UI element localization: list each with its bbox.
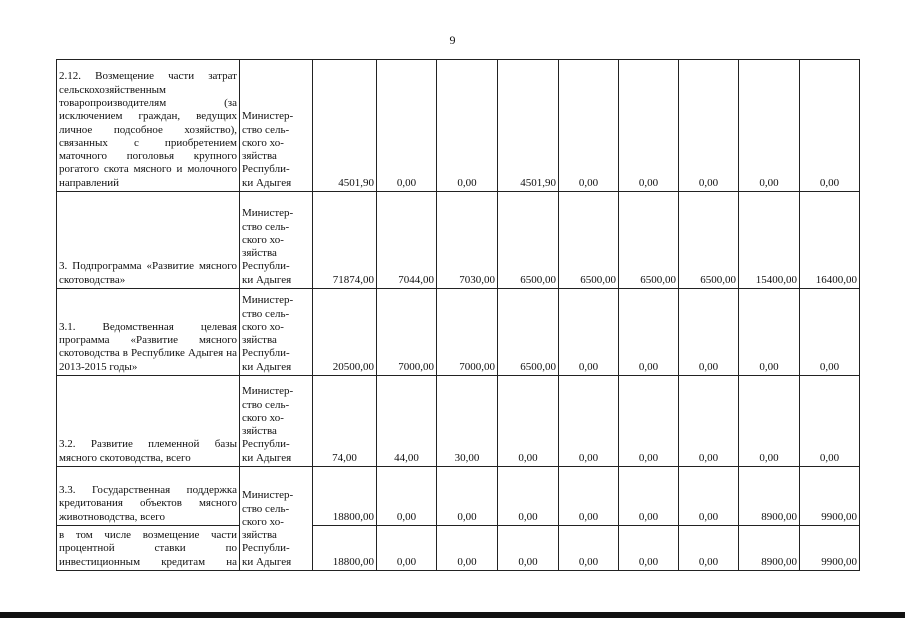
- row-description: в том числе возмещение части процентной ставки по инвестиционным кредитам на: [57, 526, 240, 571]
- budget-table: [56, 59, 860, 571]
- responsible-executor: Министер- ство сель- ского хо- зяйства Республи- ки Адыгея: [240, 467, 313, 571]
- value-year: 6500,00: [559, 192, 619, 289]
- value-year: 16400,00: [800, 192, 860, 289]
- value-year: 15400,00: [739, 192, 800, 289]
- table-row: [57, 376, 860, 467]
- value-year: 0,00: [679, 60, 739, 192]
- value-year: 8900,00: [739, 467, 800, 526]
- value-year: 7044,00: [377, 192, 437, 289]
- value-year: 0,00: [679, 467, 739, 526]
- value-year: 0,00: [800, 60, 860, 192]
- value-year: 0,00: [377, 467, 437, 526]
- value-year: 9900,00: [800, 467, 860, 526]
- value-year: 7030,00: [437, 192, 498, 289]
- value-year: 0,00: [437, 60, 498, 192]
- value-year: 0,00: [619, 289, 679, 376]
- value-total: 74,00: [313, 376, 377, 467]
- table-row: [57, 192, 860, 289]
- value-year: 6500,00: [619, 192, 679, 289]
- responsible-executor: Министер- ство сель- ского хо- зяйства Республи- ки Адыгея: [240, 60, 313, 192]
- value-year: 6500,00: [498, 289, 559, 376]
- row-description: 3.2. Развитие племенной базы мясного скотоводства, всего: [57, 376, 240, 467]
- value-year: 0,00: [619, 60, 679, 192]
- row-description: 3.1. Ведомственная целевая программа «Развитие мясного скотоводства в Республике Адыгея на 2013-2015 годы»: [57, 289, 240, 376]
- value-year: 0,00: [619, 526, 679, 571]
- value-total: 18800,00: [313, 467, 377, 526]
- value-year: 9900,00: [800, 526, 860, 571]
- value-year: 0,00: [739, 376, 800, 467]
- value-year: 0,00: [739, 289, 800, 376]
- value-year: 0,00: [559, 526, 619, 571]
- value-year: 0,00: [559, 289, 619, 376]
- value-year: 0,00: [559, 376, 619, 467]
- value-year: 0,00: [498, 376, 559, 467]
- responsible-executor: Министер- ство сель- ского хо- зяйства Республи- ки Адыгея: [240, 289, 313, 376]
- value-year: 0,00: [800, 289, 860, 376]
- value-year: 0,00: [377, 526, 437, 571]
- value-year: 0,00: [679, 526, 739, 571]
- value-year: 0,00: [498, 526, 559, 571]
- value-year: 44,00: [377, 376, 437, 467]
- responsible-executor: Министер- ство сель- ского хо- зяйства Республи- ки Адыгея: [240, 192, 313, 289]
- value-year: 7000,00: [377, 289, 437, 376]
- row-description: 3. Подпрограмма «Развитие мясного скотоводства»: [57, 192, 240, 289]
- row-description: 2.12. Возмещение части затрат сельскохозяйственным товаропроизводителям (за исключением граждан, ведущих личное подсобное хозяйство), связанных с приобретением маточного поголовья крупного рогатого скота мясного и молочного направлений: [57, 60, 240, 192]
- value-year: 30,00: [437, 376, 498, 467]
- value-year: 0,00: [679, 376, 739, 467]
- table-row: [57, 60, 860, 192]
- value-year: 7000,00: [437, 289, 498, 376]
- value-year: 0,00: [619, 467, 679, 526]
- table-row: [57, 289, 860, 376]
- value-year: 0,00: [437, 526, 498, 571]
- row-description: 3.3. Государственная поддержка кредитования объектов мясного животноводства, всего: [57, 467, 240, 526]
- value-year: 8900,00: [739, 526, 800, 571]
- value-year: 0,00: [800, 376, 860, 467]
- value-year: 0,00: [498, 467, 559, 526]
- value-year: 0,00: [559, 60, 619, 192]
- page-number: 9: [449, 33, 456, 47]
- table-row: [57, 526, 860, 571]
- value-total: 4501,90: [313, 60, 377, 192]
- value-year: 0,00: [559, 467, 619, 526]
- value-year: 4501,90: [498, 60, 559, 192]
- value-year: 0,00: [739, 60, 800, 192]
- value-year: 0,00: [377, 60, 437, 192]
- value-year: 6500,00: [498, 192, 559, 289]
- value-total: 20500,00: [313, 289, 377, 376]
- scan-edge-rule: [0, 612, 905, 618]
- value-total: 71874,00: [313, 192, 377, 289]
- value-total: 18800,00: [313, 526, 377, 571]
- value-year: 0,00: [619, 376, 679, 467]
- value-year: 0,00: [679, 289, 739, 376]
- responsible-executor: Министер- ство сель- ского хо- зяйства Республи- ки Адыгея: [240, 376, 313, 467]
- value-year: 6500,00: [679, 192, 739, 289]
- table-row: [57, 467, 860, 526]
- value-year: 0,00: [437, 467, 498, 526]
